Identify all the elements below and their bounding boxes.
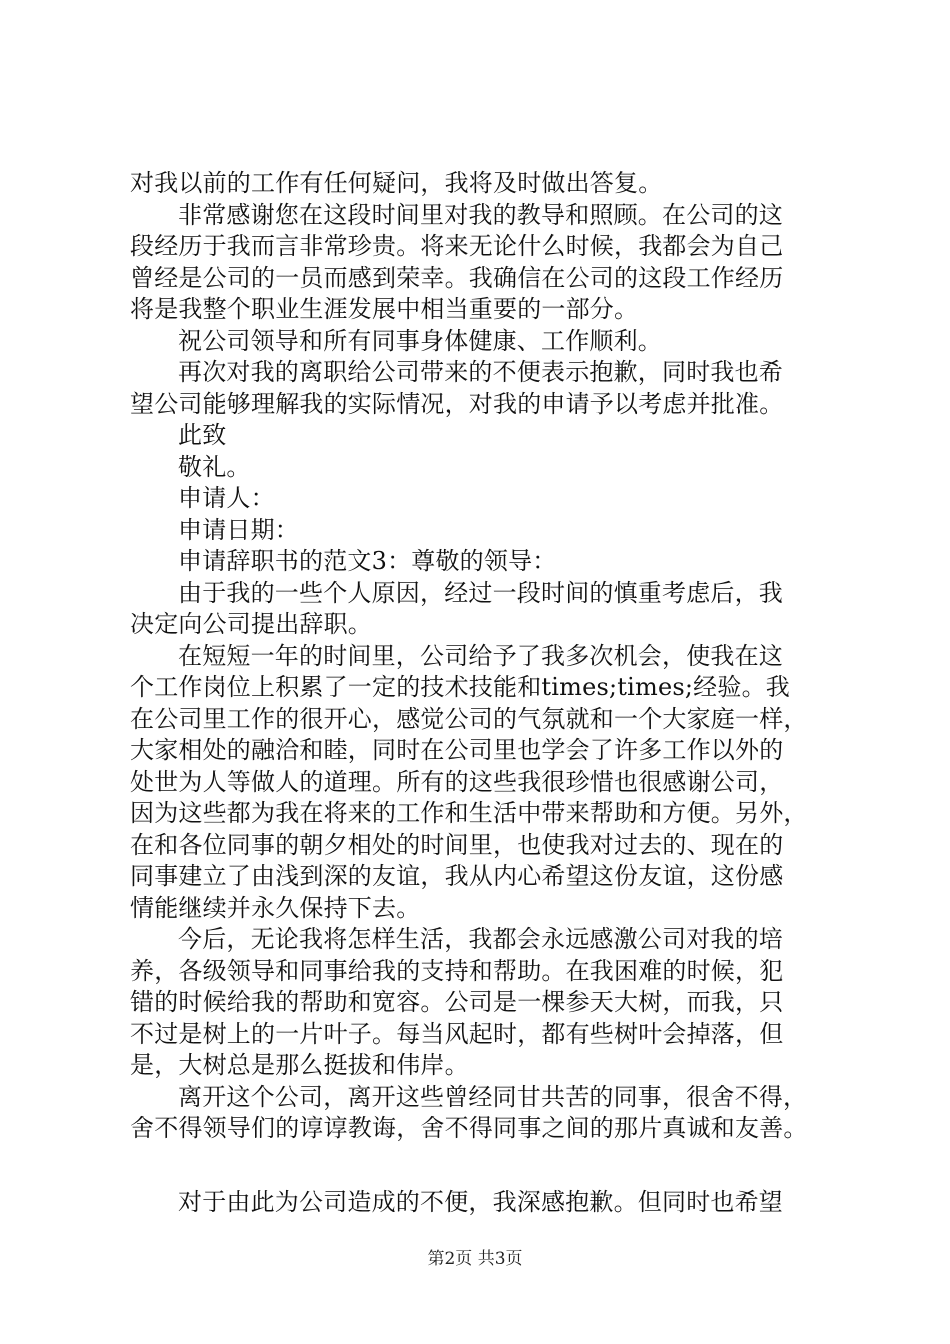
text-line: 申请人： [178, 484, 275, 512]
text-line: 望公司能够理解我的实际情况，对我的申请予以考虑并批准。 [130, 389, 784, 418]
document-body [130, 168, 835, 1218]
text-line: 今后，无论我将怎样生活，我都会永远感激公司对我的培 [178, 925, 783, 953]
text-line: 因为这些都为我在将来的工作和生活中带来帮助和方便。另外， [130, 799, 808, 827]
text-line: 同事建立了由浅到深的友谊，我从内心希望这份友谊，这份感 [130, 862, 784, 890]
text-line: 是，大树总是那么挺拔和伟岸。 [130, 1051, 469, 1079]
text-line: 大家相处的融洽和睦，同时在公司里也学会了许多工作以外的 [130, 736, 784, 764]
text-line: 在公司里工作的很开心，感觉公司的气氛就和一个大家庭一样， [130, 704, 808, 733]
text-line: 非常感谢您在这段时间里对我的教导和照顾。在公司的这 [178, 200, 783, 229]
text-line: 情能继续并永久保持下去。 [130, 893, 421, 922]
text-line: 敬礼。 [178, 452, 251, 481]
text-line: 祝公司领导和所有同事身体健康、工作顺利。 [178, 326, 662, 355]
text-line: 申请辞职书的范文3：尊敬的领导： [178, 547, 557, 575]
text-line: 由于我的一些个人原因，经过一段时间的慎重考虑后，我 [178, 578, 783, 607]
text-line: 个工作岗位上积累了一定的技术技能和times;times;经验。我 [130, 673, 790, 701]
text-line: 舍不得领导们的谆谆教诲，舍不得同事之间的那片真诚和友善。 [130, 1114, 808, 1142]
text-line: 在和各位同事的朝夕相处的时间里，也使我对过去的、现在的 [130, 830, 784, 859]
text-line: 对于由此为公司造成的不便，我深感抱歉。但同时也希望 [178, 1187, 783, 1216]
text-line: 养，各级领导和同事给我的支持和帮助。在我困难的时候，犯 [130, 956, 784, 985]
text-line: 错的时候给我的帮助和宽容。公司是一棵参天大树，而我，只 [130, 988, 784, 1016]
text-line: 段经历于我而言非常珍贵。将来无论什么时候，我都会为自己 [130, 232, 784, 260]
text-line: 曾经是公司的一员而感到荣幸。我确信在公司的这段工作经历 [130, 263, 784, 292]
text-line: 不过是树上的一片叶子。每当风起时，都有些树叶会掉落，但 [130, 1019, 784, 1048]
page-number: 第2页 共3页 [427, 1249, 523, 1269]
text-line: 申请日期： [178, 515, 299, 544]
paragraph-gap [130, 1145, 835, 1187]
text-line: 再次对我的离职给公司带来的不便表示抱歉，同时我也希 [178, 358, 783, 386]
text-line: 此致 [178, 421, 227, 449]
text-line: 对我以前的工作有任何疑问，我将及时做出答复。 [130, 169, 663, 197]
text-line: 离开这个公司，离开这些曾经同甘共苦的同事，很舍不得， [178, 1082, 808, 1111]
text-line: 处世为人等做人的道理。所有的这些我很珍惜也很感谢公司， [130, 767, 784, 796]
text-line: 将是我整个职业生涯发展中相当重要的一部分。 [130, 295, 639, 323]
text-line: 决定向公司提出辞职。 [130, 610, 372, 638]
text-line: 在短短一年的时间里，公司给予了我多次机会，使我在这 [178, 641, 783, 670]
